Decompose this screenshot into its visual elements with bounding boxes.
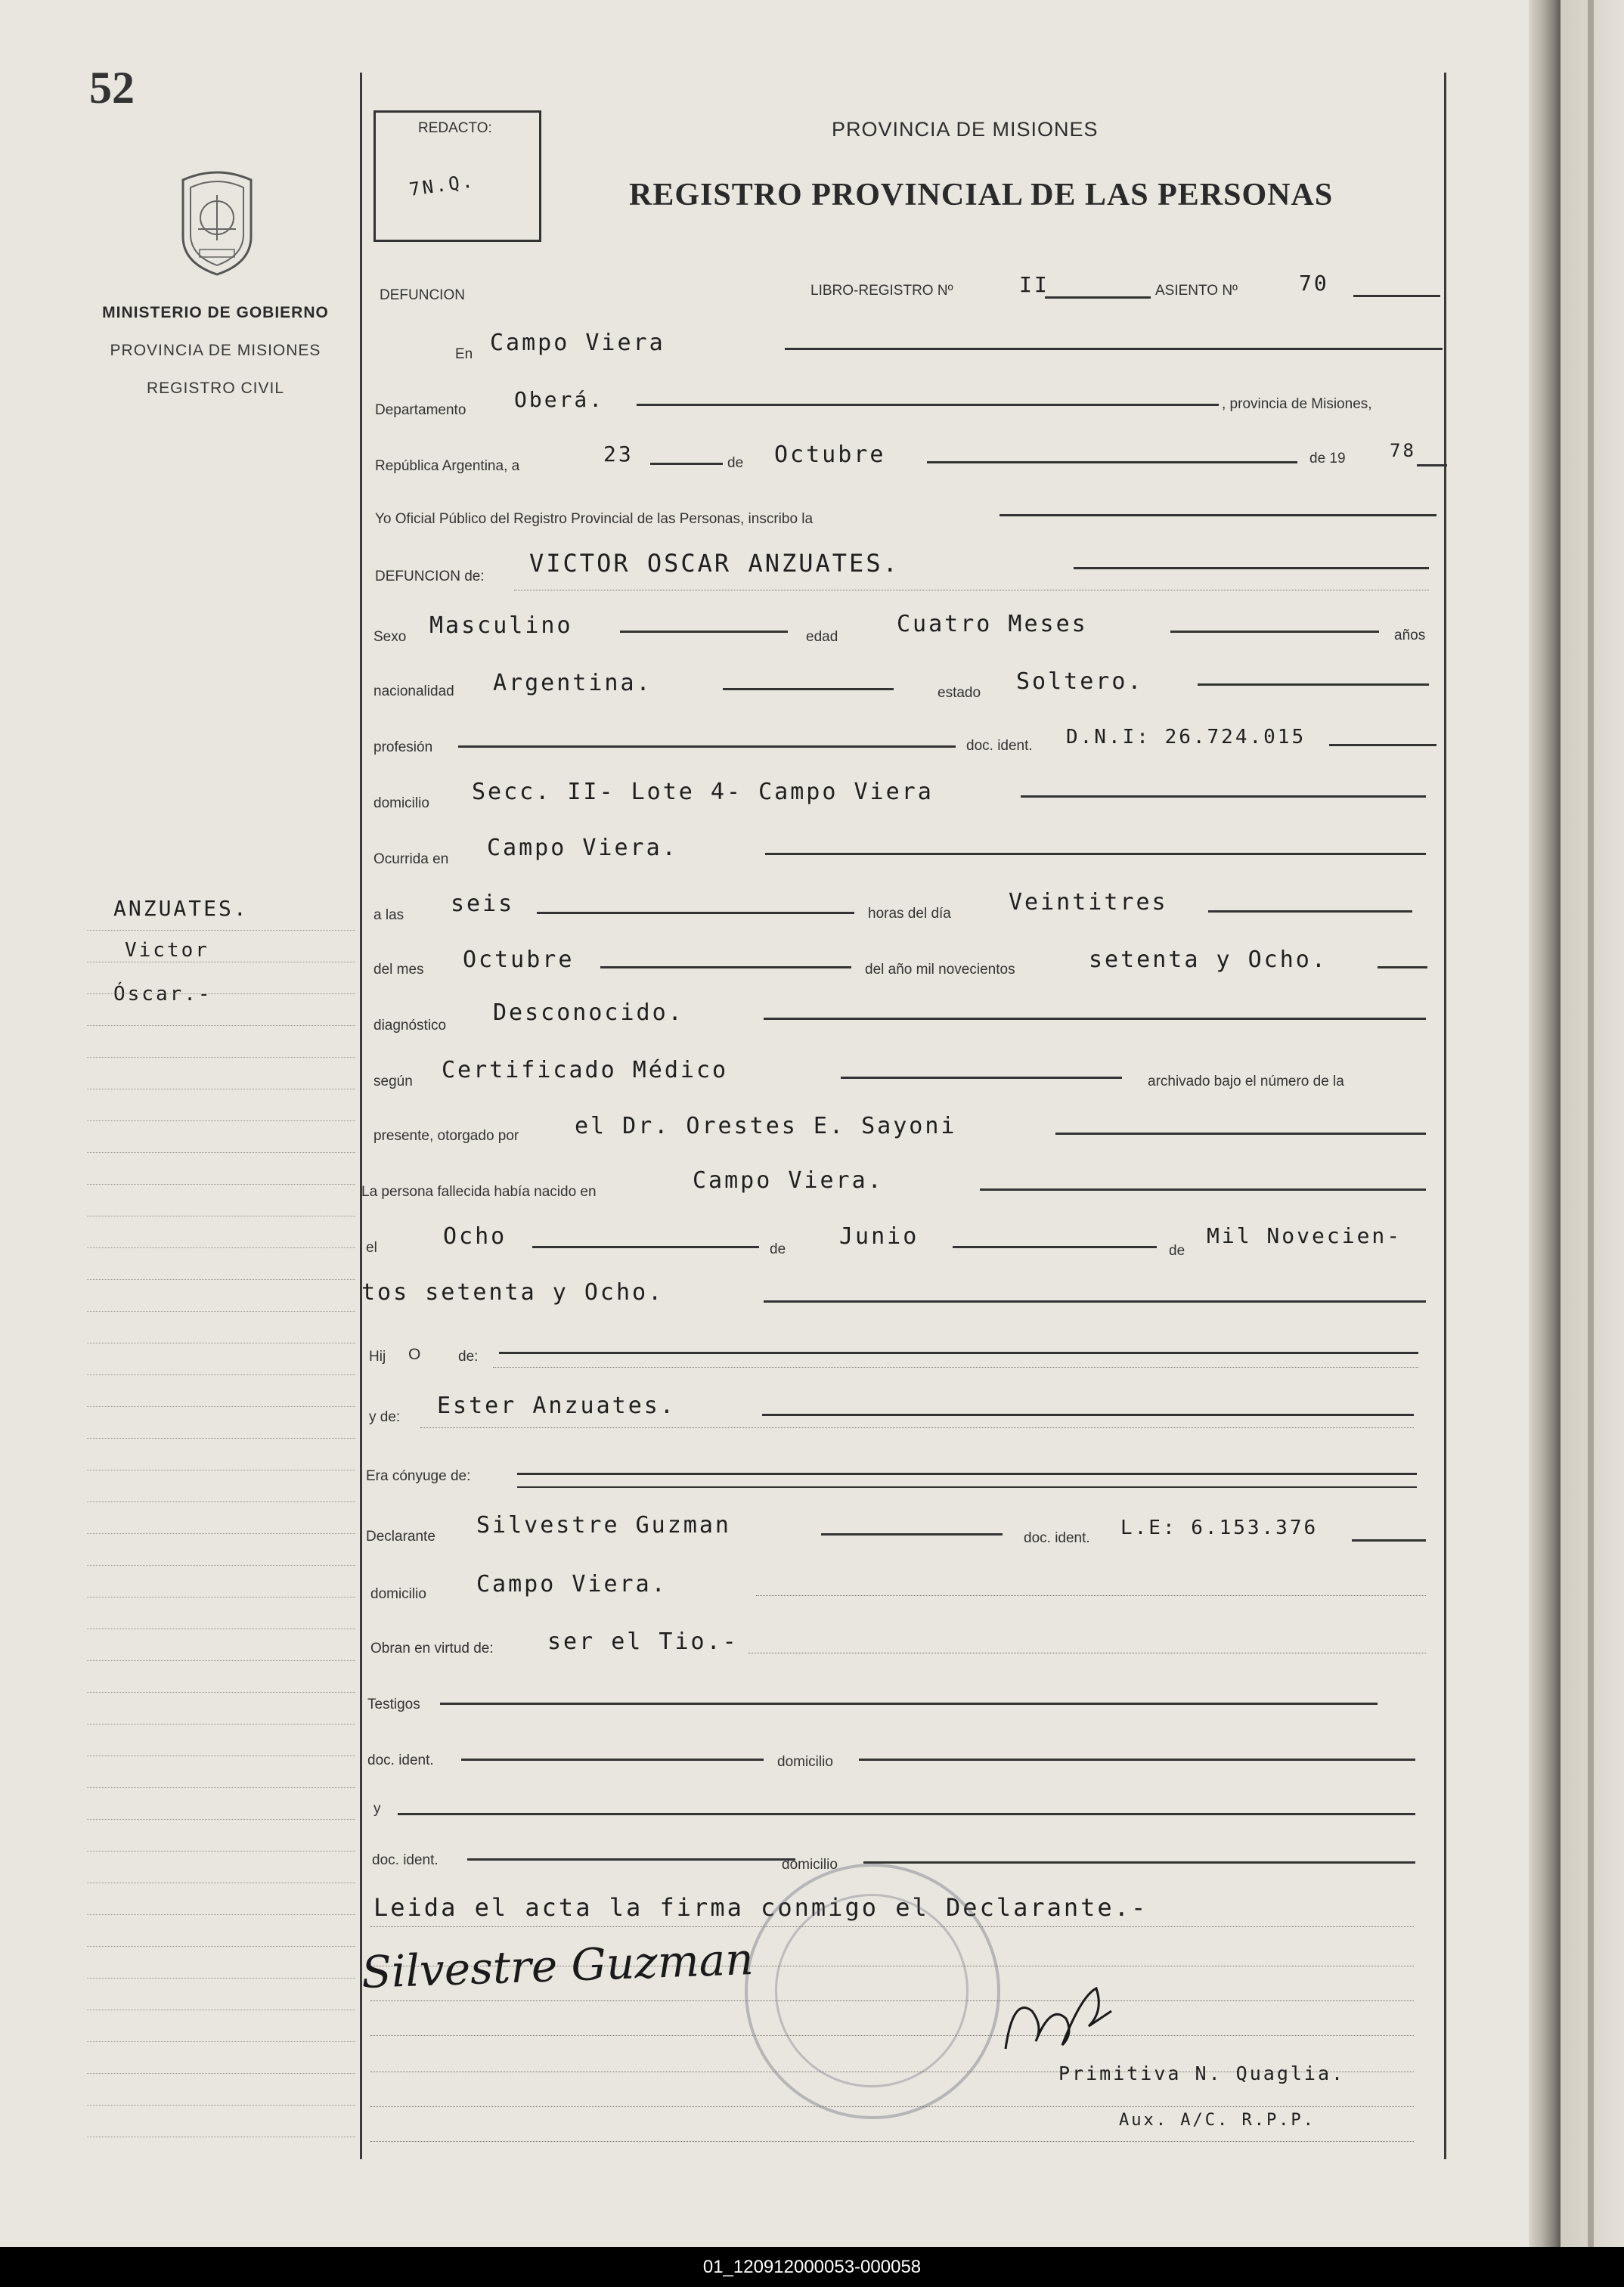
margin-ruled-line	[87, 1279, 355, 1280]
sexo-value: Masculino	[429, 612, 573, 639]
libro-value: II	[1019, 272, 1049, 297]
alas-label: a las	[373, 907, 404, 923]
deceased-name: VICTOR OSCAR ANZUATES.	[529, 549, 900, 578]
en-line	[785, 348, 1443, 350]
nac-dia-value: Ocho	[443, 1223, 507, 1250]
asiento-line	[1353, 295, 1440, 297]
otorgado-value: el Dr. Orestes E. Sayoni	[575, 1113, 957, 1139]
ocurrida-value: Campo Viera.	[487, 835, 678, 861]
doc2-label: doc. ident.	[1024, 1530, 1090, 1546]
ministry-label: MINISTERIO DE GOBIERNO	[102, 304, 329, 321]
hijo-de-label: de:	[458, 1349, 479, 1365]
conyuge-label: Era cónyuge de:	[366, 1468, 471, 1484]
madre-underline	[420, 1427, 1414, 1428]
page-number: 52	[89, 63, 135, 113]
nac-anio-cont: tos setenta y Ocho.	[361, 1279, 665, 1306]
hijo-suffix: O	[408, 1346, 421, 1363]
obran-value: ser el Tio.-	[547, 1628, 739, 1655]
anio-line	[1417, 464, 1447, 466]
oficial-signature-scribble-icon	[990, 1966, 1119, 2064]
official-stamp-inner-icon	[775, 1894, 969, 2087]
delanio-label: del año mil novecientos	[865, 962, 1015, 978]
asiento-value: 70	[1299, 271, 1329, 296]
margin-ruled-line	[87, 1374, 355, 1375]
doc2-value: L.E: 6.153.376	[1120, 1517, 1319, 1539]
defuncion-de-label: DEFUNCION de:	[375, 569, 485, 584]
ocurrida-label: Ocurrida en	[373, 851, 449, 867]
margin-ruled-line	[87, 2073, 355, 2074]
province-seal-icon	[168, 165, 266, 278]
departamento-line	[637, 404, 1219, 406]
margin-ruled-line	[87, 1724, 355, 1725]
nacionalidad-line	[723, 688, 894, 690]
diagnostico-value: Desconocido.	[493, 999, 684, 1026]
margin-ruled-line	[87, 930, 355, 931]
margin-ruled-line	[87, 1978, 355, 1979]
nacido-line	[980, 1188, 1426, 1191]
y-line	[398, 1813, 1415, 1815]
provincia-suffix: , provincia de Misiones,	[1222, 396, 1372, 412]
delmes-label: del mes	[373, 962, 424, 978]
obran-label: Obran en virtud de:	[370, 1641, 494, 1656]
hijo-label: Hij	[369, 1349, 386, 1365]
margin-ruled-line	[87, 1660, 355, 1661]
el-label: el	[366, 1240, 377, 1256]
file-id-footer: 01_120912000053-000058	[0, 2247, 1624, 2287]
nacionalidad-label: nacionalidad	[373, 683, 454, 699]
margin-ruled-line	[87, 1501, 355, 1502]
doc4-line	[467, 1858, 795, 1861]
domicilio4-line	[863, 1861, 1415, 1864]
province-title: PROVINCIA DE MISIONES	[832, 118, 1099, 141]
margin-ruled-line	[87, 1819, 355, 1820]
margin-ruled-line	[87, 1438, 355, 1439]
estado-line	[1198, 683, 1429, 686]
redacto-label: REDACTO:	[418, 120, 492, 136]
mes-value: Octubre	[774, 442, 886, 468]
horas-label: horas del día	[868, 906, 951, 922]
madre-line	[762, 1414, 1414, 1416]
province-label: PROVINCIA DE MISIONES	[110, 342, 321, 359]
margin-ruled-line	[87, 1692, 355, 1693]
anio2-value: setenta y Ocho.	[1089, 947, 1328, 973]
hijo-line	[499, 1352, 1418, 1354]
en-value: Campo Viera	[490, 330, 665, 356]
ocurrida-line	[765, 853, 1426, 855]
domicilio-value: Secc. II- Lote 4- Campo Viera	[472, 779, 934, 805]
yde-label: y de:	[369, 1409, 401, 1425]
domicilio4-label: domicilio	[782, 1857, 838, 1873]
doc-line	[1329, 744, 1436, 746]
margin-ruled-line	[87, 1533, 355, 1534]
asiento-label: ASIENTO Nº	[1155, 283, 1238, 299]
doc2-line	[1352, 1539, 1426, 1542]
margin-ruled-line	[87, 1851, 355, 1852]
de-anio-label: de 19	[1309, 451, 1346, 466]
anos-label: años	[1394, 628, 1426, 643]
madre-value: Ester Anzuates.	[437, 1393, 676, 1419]
domicilio2-label: domicilio	[370, 1586, 426, 1602]
oficial-line	[1000, 514, 1436, 516]
dia-text-line	[1208, 910, 1412, 913]
oficial-text: Yo Oficial Público del Registro Provincial de las Personas, inscribo la	[375, 511, 814, 527]
dia-text-value: Veintitres	[1009, 889, 1168, 916]
diagnostico-label: diagnóstico	[373, 1018, 447, 1033]
edad-value: Cuatro Meses	[897, 611, 1088, 637]
margin-ruled-line	[87, 1565, 355, 1566]
departamento-label: Departamento	[375, 402, 466, 418]
profesion-line	[458, 745, 956, 748]
nac-dia-line	[532, 1246, 759, 1248]
anio-value: 78	[1390, 440, 1416, 461]
margin-note-second-name: Óscar.-	[113, 983, 212, 1006]
domicilio2-underline	[756, 1595, 1426, 1596]
doc-value: D.N.I: 26.724.015	[1066, 726, 1306, 748]
margin-note-surname: ANZUATES.	[113, 896, 249, 921]
margin-ruled-line	[87, 2041, 355, 2042]
margin-ruled-line	[87, 1152, 355, 1153]
page-edge	[1588, 0, 1594, 2247]
de2-label: de	[770, 1241, 786, 1257]
mes2-value: Octubre	[463, 947, 575, 973]
hijo-underline	[493, 1367, 1418, 1368]
margin-ruled-line	[87, 1914, 355, 1915]
left-form-rule	[360, 73, 362, 2159]
mes2-line	[600, 966, 851, 968]
otorgado-line	[1055, 1133, 1426, 1135]
segun-value: Certificado Médico	[442, 1057, 729, 1083]
redacto-box	[373, 110, 541, 242]
nacido-value: Campo Viera.	[693, 1167, 884, 1194]
y-label: y	[373, 1801, 381, 1817]
margin-ruled-line	[87, 1628, 355, 1629]
edad-label: edad	[806, 629, 838, 645]
doc3-label: doc. ident.	[367, 1752, 434, 1768]
margin-ruled-line	[87, 2105, 355, 2106]
anio2-line	[1378, 966, 1427, 968]
margin-ruled-line	[87, 1787, 355, 1788]
nac-anio-line	[764, 1300, 1426, 1303]
nacido-label: La persona fallecida había nacido en	[361, 1184, 597, 1200]
registry-title: REGISTRO PROVINCIAL DE LAS PERSONAS	[629, 178, 1334, 212]
doc3-line	[461, 1759, 764, 1761]
declarante-value: Silvestre Guzman	[476, 1512, 731, 1539]
book-gutter	[1529, 0, 1560, 2247]
estado-value: Soltero.	[1016, 668, 1144, 695]
margin-ruled-line	[87, 1120, 355, 1121]
mes-line	[927, 461, 1297, 463]
diagnostico-line	[764, 1018, 1426, 1020]
presente-label: presente, otorgado por	[373, 1128, 519, 1144]
declarante-signature: Silvestre Guzman	[360, 1932, 755, 1999]
profesion-label: profesión	[373, 739, 433, 755]
doc4-label: doc. ident.	[372, 1852, 439, 1868]
registry-label: REGISTRO CIVIL	[146, 380, 285, 397]
testigos-line	[440, 1703, 1378, 1705]
estado-label: estado	[938, 685, 981, 701]
domicilio3-line	[859, 1759, 1415, 1761]
nac-mes-line	[953, 1246, 1157, 1248]
margin-ruled-line	[87, 1184, 355, 1185]
oficial-cargo: Aux. A/C. R.P.P.	[1119, 2111, 1316, 2130]
dia-line	[650, 463, 723, 465]
dia-value: 23	[603, 442, 634, 466]
margin-ruled-line	[87, 1406, 355, 1407]
nac-anio-value: Mil Novecien-	[1207, 1223, 1402, 1248]
margin-ruled-line	[87, 1057, 355, 1058]
closing-statement: Leida el acta la firma conmigo el Declarante.-	[373, 1893, 1148, 1922]
sexo-line	[620, 631, 788, 633]
de3-label: de	[1169, 1243, 1185, 1259]
libro-line	[1045, 296, 1151, 299]
declarante-label: Declarante	[366, 1529, 435, 1545]
edad-line	[1170, 631, 1379, 633]
domicilio2-value: Campo Viera.	[476, 1571, 668, 1597]
domicilio-label: domicilio	[373, 795, 429, 811]
nombre-line	[1074, 567, 1429, 569]
margin-note-name: Victor	[125, 939, 209, 962]
declarante-line	[821, 1533, 1003, 1536]
margin-ruled-line	[87, 1311, 355, 1312]
oficial-name: Primitiva N. Quaglia.	[1058, 2062, 1346, 2084]
archivado-label: archivado bajo el número de la	[1148, 1074, 1344, 1089]
conyuge-line-2	[517, 1486, 1417, 1488]
de-label: de	[727, 455, 744, 471]
segun-line	[841, 1077, 1122, 1079]
conyuge-line	[517, 1473, 1417, 1475]
margin-ruled-line	[87, 1025, 355, 1026]
margin-ruled-line	[87, 993, 355, 994]
segun-label: según	[373, 1074, 413, 1089]
testigos-label: Testigos	[367, 1697, 420, 1712]
margin-ruled-line	[87, 1247, 355, 1248]
domicilio-line	[1021, 795, 1426, 798]
right-form-rule	[1444, 73, 1446, 2159]
republica-label: República Argentina, a	[375, 458, 520, 474]
departamento-value: Oberá.	[514, 387, 605, 412]
nac-mes-value: Junio	[839, 1223, 919, 1250]
domicilio3-label: domicilio	[777, 1754, 833, 1770]
sexo-label: Sexo	[373, 629, 407, 645]
hora-line	[537, 912, 854, 914]
margin-ruled-line	[87, 1946, 355, 1947]
defuncion-heading: DEFUNCION	[380, 287, 465, 303]
nacionalidad-value: Argentina.	[493, 670, 652, 696]
hora-value: seis	[451, 891, 515, 917]
signature-ruled-line	[370, 2141, 1414, 2142]
libro-label: LIBRO-REGISTRO Nº	[810, 283, 953, 299]
redacto-initials: 7N.Q.	[408, 170, 476, 200]
en-label: En	[455, 346, 473, 362]
doc-label: doc. ident.	[966, 738, 1033, 754]
